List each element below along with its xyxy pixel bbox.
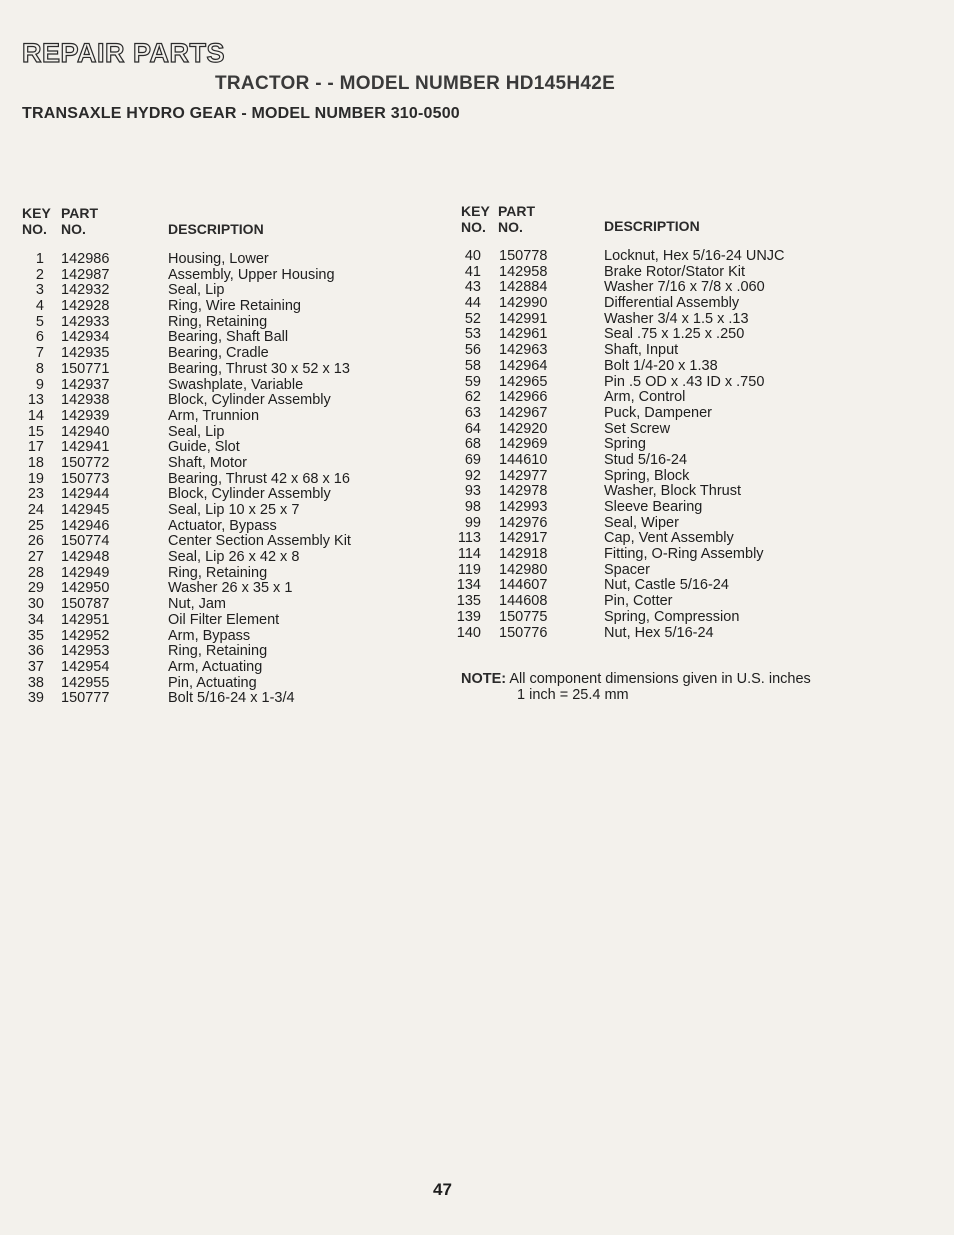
table-row: 7 142935 Bearing, Cradle: [35, 345, 269, 362]
table-row: 9 142937 Swashplate, Variable: [35, 376, 304, 393]
table-row: 63 142967 Puck, Dampener: [464, 404, 712, 421]
table-row: 53 142961 Seal .75 x 1.25 x .250: [464, 326, 745, 343]
table-row: 2 142987 Assembly, Upper Housing: [35, 266, 335, 283]
note-text: All component dimensions given in U.S. inches: [509, 671, 811, 687]
table-row: 26 150774 Center Section Assembly Kit: [27, 533, 351, 550]
table-row: 114 142918 Fitting, O-Ring Assembly: [457, 546, 764, 563]
right-header-description: DESCRIPTION: [604, 218, 700, 234]
table-row: 5 142933 Ring, Retaining: [35, 313, 268, 330]
right-parts-table: [440, 249, 940, 641]
table-row: 98 142993 Sleeve Bearing: [464, 499, 703, 515]
table-row: 40 150778 Locknut, Hex 5/16-24 UNJC: [464, 248, 785, 264]
page-title: REPAIR PARTS: [22, 38, 226, 68]
table-row: 18 150772 Shaft, Motor: [27, 454, 247, 471]
page-number: 47: [433, 1180, 452, 1199]
table-row: 69 144610 Stud 5/16-24: [464, 451, 688, 468]
table-row: 13 142938 Block, Cylinder Assembly: [27, 392, 331, 409]
table-row: 28 142949 Ring, Retaining: [27, 564, 268, 581]
model-heading: TRACTOR - - MODEL NUMBER HD145H42E: [215, 73, 616, 94]
table-row: 3 142932 Seal, Lip: [35, 282, 225, 299]
table-row: 41 142958 Brake Rotor/Stator Kit: [464, 263, 746, 280]
table-row: 34 142951 Oil Filter Element: [27, 611, 280, 628]
table-row: 140 150776 Nut, Hex 5/16-24: [456, 624, 714, 641]
left-parts-table: [0, 252, 440, 707]
table-row: 119 142980 Spacer: [457, 561, 650, 578]
table-row: 139 150775 Spring, Compression: [456, 608, 740, 625]
table-row: 4 142928 Ring, Wire Retaining: [35, 298, 301, 315]
table-row: 36 142953 Ring, Retaining: [27, 643, 268, 660]
table-row: 35 142952 Arm, Bypass: [27, 627, 251, 644]
dimension-note: [461, 671, 811, 703]
transaxle-heading: TRANSAXLE HYDRO GEAR - MODEL NUMBER 310-0500: [22, 105, 460, 122]
table-row: 39 150777 Bolt 5/16-24 x 1-3/4: [27, 690, 295, 707]
table-row: 93 142978 Washer, Block Thrust: [464, 483, 741, 500]
table-row: 37 142954 Arm, Actuating: [27, 658, 263, 675]
table-row: 99 142976 Seal, Wiper: [464, 514, 679, 531]
table-row: 44 142990 Differential Assembly: [464, 295, 740, 312]
table-row: 23 142944 Block, Cylinder Assembly: [27, 486, 331, 503]
table-row: 29 142950 Washer 26 x 35 x 1: [27, 580, 293, 597]
table-row: 64 142920 Set Screw: [464, 420, 671, 437]
table-row: 52 142991 Washer 3/4 x 1.5 x .13: [464, 310, 749, 327]
table-row: 14 142939 Arm, Trunnion: [27, 407, 260, 424]
table-row: 8 150771 Bearing, Thrust 30 x 52 x 13: [35, 360, 350, 377]
table-row: 17 142941 Guide, Slot: [27, 439, 240, 456]
table-row: 30 150787 Nut, Jam: [27, 596, 227, 613]
table-row: 59 142965 Pin .5 OD x .43 ID x .750: [464, 373, 765, 390]
table-row: 25 142946 Actuator, Bypass: [27, 517, 277, 534]
table-row: 38 142955 Pin, Actuating: [27, 674, 257, 691]
table-row: 58 142964 Bolt 1/4-20 x 1.38: [464, 357, 718, 374]
table-row: 68 142969 Spring: [464, 436, 646, 453]
table-row: 62 142966 Arm, Control: [464, 389, 686, 406]
note-label: NOTE:: [461, 671, 507, 687]
table-row: 19 150773 Bearing, Thrust 42 x 68 x 16: [27, 470, 350, 487]
table-row: 27 142948 Seal, Lip 26 x 42 x 8: [27, 549, 300, 566]
left-header-description: DESCRIPTION: [168, 221, 264, 237]
table-row: 113 142917 Cap, Vent Assembly: [457, 530, 734, 547]
table-row: 135 144608 Pin, Cotter: [456, 593, 673, 610]
table-row: 92 142977 Spring, Block: [464, 467, 690, 484]
table-row: 24 142945 Seal, Lip 10 x 25 x 7: [27, 502, 300, 518]
table-row: 15 142940 Seal, Lip: [27, 423, 225, 440]
table-row: 43 142884 Washer 7/16 x 7/8 x .060: [464, 279, 765, 296]
table-row: 134 144607 Nut, Castle 5/16-24: [456, 577, 729, 594]
right-header-part: PART NO.: [498, 203, 536, 235]
left-header-part: PART NO.: [61, 205, 99, 237]
table-row: 1 142986 Housing, Lower: [35, 251, 269, 267]
left-header-key: KEY NO.: [22, 205, 51, 237]
note-conversion: 1 inch = 25.4 mm: [517, 687, 629, 703]
right-header-key: KEY NO.: [461, 203, 490, 235]
table-row: 6 142934 Bearing, Shaft Ball: [35, 329, 289, 346]
table-row: 56 142963 Shaft, Input: [464, 342, 679, 359]
